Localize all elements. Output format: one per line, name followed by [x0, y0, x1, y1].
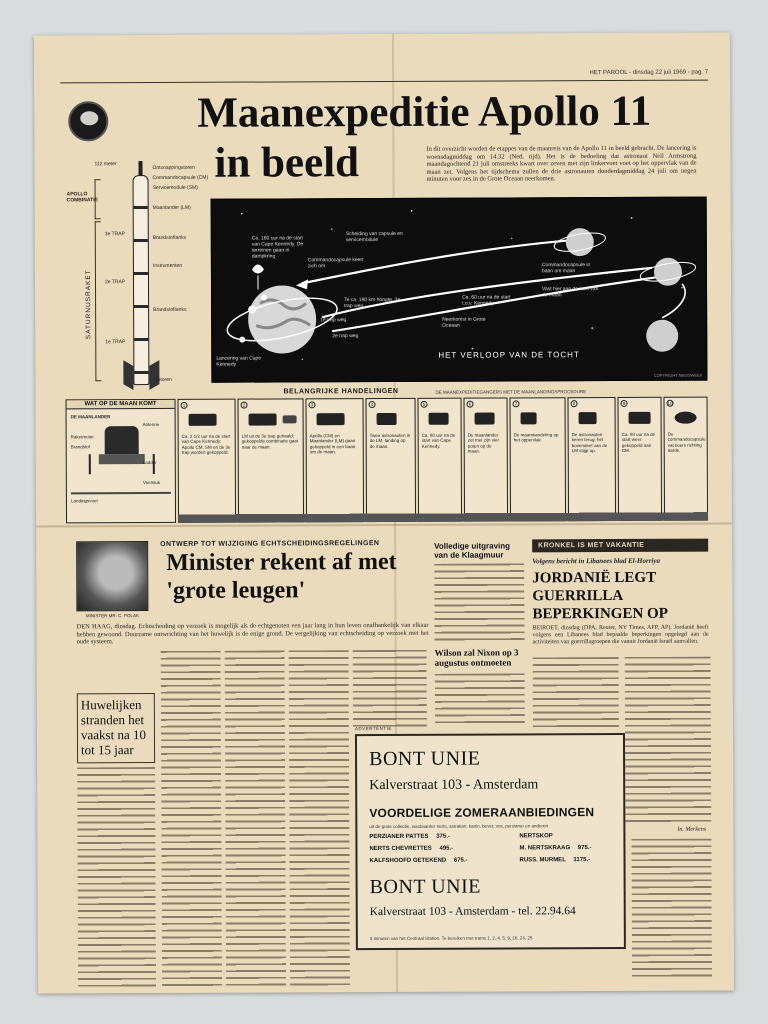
moon-icon [654, 258, 682, 286]
lm-label: Brandstof [70, 444, 90, 450]
procedures-title: BELANGRIJKE HANDELINGEN [283, 387, 399, 396]
text-column [161, 651, 222, 987]
text-column [77, 767, 156, 987]
huwelijken-headline: Huwelijken stranden het vaakst na 10 tot 15 jaar [80, 697, 146, 758]
lunar-module-box [66, 399, 177, 523]
rocket-height-label: 112 meter [94, 161, 117, 168]
step-text: De maanlander zet met zijn vier poten op de maan. [467, 432, 499, 454]
moon-icon [566, 228, 594, 256]
rocket-label: Brandstoftanks [153, 306, 187, 314]
lunar-module-icon [377, 413, 397, 425]
rocket-label: Maanlander (LM) [152, 204, 191, 212]
lm-label: Raketmotor [70, 434, 94, 440]
horizontal-fold [36, 522, 732, 527]
ad-price-value: 675.- [453, 857, 468, 864]
minister-headline: Minister rekent af met 'grote leugen' [166, 548, 397, 604]
step-text: Ca. 2 1/2 uur na de start van Cape Kennedy: Apollo CM, SM en de 3e trap worden gekoppeld. [181, 433, 231, 456]
lm-label: Antenne [142, 421, 160, 428]
ad-price-item: NERTS CHEVRETTES [369, 845, 432, 853]
text-column [353, 650, 427, 728]
minister-photo-caption: MINISTER MR. C. POLAK [85, 613, 139, 619]
moon-surface-line [71, 492, 171, 494]
lunar-module-icon [105, 426, 139, 454]
wilson-headline: Wilson zal Nixon op 3 augustus ontmoeten [434, 647, 519, 668]
ad-price-row [519, 833, 552, 839]
intro-paragraph: In dit overzicht worden de etappes van de maanreis van de Apollo 11 in beeld gebracht. De lancering is woensdagmiddag om 14.32 (Ned. tijd). Het is de bedoeling dat astronaut Neil Armstrong maandagochtend 21 juli omstreeks kwart over zeven met zijn linkervoet voet op het oppervlak van de maan zet. Volgens het tijdschema zullen de drie astronauten donderdagmiddag 24 juli om negen minuten voor zes in de Grote Oceaan neerkomen. [426, 144, 697, 184]
step-text: Ca. 88 uur na de start van Cape Kennedy. [421, 432, 456, 449]
procedure-step [663, 397, 708, 521]
ad-price-list [369, 833, 619, 865]
rocket-label: Commandocapsule (CM) [152, 174, 209, 182]
headline-line2: in beeld [214, 139, 360, 187]
minister-lead: DEN HAAG, dinsdag. Echtscheiding op verzoek is mogelijk als de echtgenoten een jaar lang in hun leven onafhankelijk van elkaar hebben gewoond. Duurzame ontwrichting van het huwelijk is de enige grond. De vergelijking van echtscheiding op verzoek met het oude systeem. [76, 621, 429, 646]
step-number: 1 [181, 402, 188, 409]
moon-landscape [178, 507, 708, 523]
ad-price-item: M. NERTSKRAAG [519, 845, 571, 852]
saturn-rocket-diagram [64, 159, 207, 396]
ad-address: Kalverstraat 103 - Amsterdam [369, 777, 539, 794]
masthead [60, 67, 708, 84]
procedure-step [567, 397, 616, 521]
rocket-label: Instrumenten [152, 262, 183, 270]
procedure-step [305, 398, 364, 522]
ad-price-row [369, 834, 450, 840]
capsule-icon [675, 412, 697, 424]
diagram-note: Lancering van Cape Kennedy [216, 355, 262, 368]
diagram-note: Vast hier aan de kant van de maan [542, 286, 599, 299]
rocket-section-saturn: SATURNUSRAKET [84, 269, 93, 340]
procedures-subtitle: DE MAANEXPEDITIEGANGERS MET DE MAANLANDINGSPROCEDURE [435, 389, 587, 395]
jordanie-headline: JORDANIË LEGT GUERRILLA BEPERKINGEN OP [532, 569, 668, 623]
diagram-note: 2e trap weg [332, 333, 359, 340]
text-column [225, 650, 286, 986]
lm-label: Landingsvoet [70, 498, 98, 504]
spacecraft-icon [189, 414, 217, 426]
ad-price-item: RUSS. MURMEL [519, 857, 566, 864]
ad-price-row [370, 858, 468, 864]
apollo-emblem-icon [68, 101, 108, 141]
step-number: 6 [467, 401, 474, 408]
minister-kicker: ONTWERP TOT WIJZIGING ECHTSCHEIDINGSREGELINGEN [160, 540, 380, 548]
bont-unie-advertisement [355, 733, 626, 950]
step-number: 5 [421, 401, 428, 408]
text-column [533, 657, 619, 729]
diagram-note: Ca. 60 uur na de start t.o.v. Kennedy [462, 294, 511, 307]
step-text: De astronauten keren terug; het bovendeel van de LM stijgt op. [571, 432, 608, 454]
step-number: 8 [571, 400, 578, 407]
ad-price-value: 375.- [436, 833, 450, 840]
ad-price-item: NERTSKOP [519, 833, 553, 840]
lunar-module-icon [429, 413, 449, 425]
step-number: 7 [513, 400, 520, 407]
diagram-note: Te ca. 190 km hoogte, 3e trap weg [344, 296, 401, 310]
rocket-section-apollo: APOLLO COMBINATIE [66, 191, 98, 204]
procedure-step [417, 398, 462, 522]
ad-price-row [520, 857, 591, 863]
jordanie-kicker: Volgens bericht in Libanees blad El-Horriya [532, 556, 660, 566]
rocket-label: Servicemodule (SM) [152, 184, 198, 192]
lunar-module-icon [283, 415, 297, 423]
saturn-bracket [95, 221, 102, 381]
diagram-note: Scheiding van capsule en servicemodule [345, 230, 403, 244]
spacecraft-icon [629, 412, 651, 424]
ad-address-repeat: Kalverstraat 103 - Amsterdam - tel. 22.94.64 [369, 905, 576, 919]
kronkel-banner: KRONKEL IS MET VAKANTIE [532, 539, 708, 553]
ad-price-value: 495.- [439, 845, 454, 852]
procedure-step [178, 399, 237, 523]
spacecraft-icon [317, 413, 345, 425]
step-text: De maanwandeling op het oppervlak. [513, 432, 559, 443]
diagram-note: 1e trap weg [320, 317, 347, 324]
text-column [434, 563, 524, 643]
step-number: 9 [621, 400, 628, 407]
text-column [631, 839, 712, 979]
rocket-stage3: 3e TRAP [104, 231, 125, 238]
diagram-note: Commandocapsule keert zich om [307, 257, 364, 270]
astronaut-icon [521, 412, 537, 424]
ad-price-item: KALFSHOOFD GETEKEND [369, 857, 447, 865]
procedure-step [463, 397, 508, 521]
diagram-note: Neerkomst in Grote Oceaan [442, 316, 486, 329]
text-column [289, 650, 350, 986]
rocket-fin-icon [149, 360, 159, 390]
step-number: 4 [369, 401, 376, 408]
rocket-label: Motoren [153, 376, 172, 384]
huwelijken-box [77, 693, 155, 763]
spacecraft-icon [249, 413, 277, 425]
ad-brand: BONT UNIE [369, 747, 481, 771]
lunar-module-icon [475, 413, 495, 425]
lunar-module-box-title: WAT OP DE MAAN KOMT [67, 400, 175, 409]
procedure-step [237, 398, 304, 522]
lm-label: DE MAANLANDER [70, 414, 111, 420]
rocket-body-icon [133, 175, 150, 385]
ad-description: uit de grote collectie, wasbaarder nerts, astrakan, kanin, bever, vos, persianer en anderen [369, 823, 548, 830]
step-text: De commandocapsule vat koers richting aarde. [667, 431, 706, 453]
procedure-step [365, 398, 416, 522]
diagram-title: HET VERLOOP VAN DE TOCHT [438, 350, 580, 360]
ad-price-row [519, 845, 591, 851]
ad-price-row [369, 846, 453, 852]
step-number: 2 [241, 402, 248, 409]
masthead-text: HET PAROOL - dinsdag 22 juli 1969 - pag. 7 [589, 69, 709, 77]
step-number: 3 [309, 401, 316, 408]
rocket-label: Ontsnappingstoren [152, 164, 195, 172]
moon-icon [646, 320, 678, 352]
procedure-steps [178, 397, 709, 523]
diagram-note: Ca. 160 uur na de start van Cape Kennedy. De terreinen gaan in dampkring [251, 235, 304, 260]
newspaper-page [34, 32, 734, 993]
diagram-note: Commandocapsule in baan om maan [541, 262, 591, 275]
procedure-step [509, 397, 566, 521]
rocket-fin-icon [123, 360, 133, 390]
ad-offer: VOORDELIGE ZOMERAANBIEDINGEN [369, 805, 595, 821]
text-column [625, 657, 712, 825]
procedure-step [617, 397, 662, 521]
step-number: 10 [667, 400, 673, 406]
klaagmuur-headline: Volledige uitgraving van de Klaagmuur [434, 541, 511, 560]
lm-label: Ladder [142, 459, 157, 466]
ad-brand-repeat: BONT UNIE [369, 875, 482, 899]
step-text: LM uit de 3e trap gehaald; gekoppelde combinatie gaat naar de maan. [241, 433, 298, 450]
minister-photo [76, 541, 148, 611]
text-column [435, 673, 525, 723]
step-text: Apollo (CM) en Maanlander (LM) gaan gekoppeld in een baan om de maan. [309, 433, 356, 455]
ad-price-item: PERZIANER PATTES [369, 833, 429, 841]
diagram-credit: COPYRIGHT NEWSWEEK [653, 372, 703, 378]
ad-price-value: 975.- [577, 845, 592, 852]
ad-tag: ADVERTENTIE [354, 725, 392, 732]
ad-price-value: 1175.- [573, 857, 591, 864]
trajectory-diagram [211, 197, 708, 383]
headline-line1: Maanexpeditie Apollo 11 [197, 87, 652, 137]
jordanie-byline: In. Merkens [677, 826, 707, 833]
rocket-label: Brandstoftanks [152, 234, 187, 242]
ad-footer: 3 minuten van het Centraal Station. Te bereiken met trams 1, 2, 4, 5, 9, 16, 24, 25 [369, 935, 533, 942]
lm-label: Voetstuk [142, 479, 161, 486]
jordanie-lead: BEIROET, dinsdag (DPA, Reuter, NY Times, AFP, AP). Jordanië heeft volgens een Libanees blad bepaalde beperkingen opgelegd aan de activiteiten van guerrillagroepen die vanuit Jordanië Israël aanvallen. [532, 624, 709, 646]
step-text: Ca. 88 uur na de start weer gekoppeld aan CM. [621, 431, 656, 454]
earth-icon [248, 285, 316, 353]
step-text: Twee astronauten in de LM, landing op de maan. [369, 432, 411, 449]
rocket-stage2: 2e TRAP [104, 279, 126, 286]
lunar-module-icon [579, 412, 597, 424]
rocket-stage1: 1e TRAP [105, 339, 126, 346]
